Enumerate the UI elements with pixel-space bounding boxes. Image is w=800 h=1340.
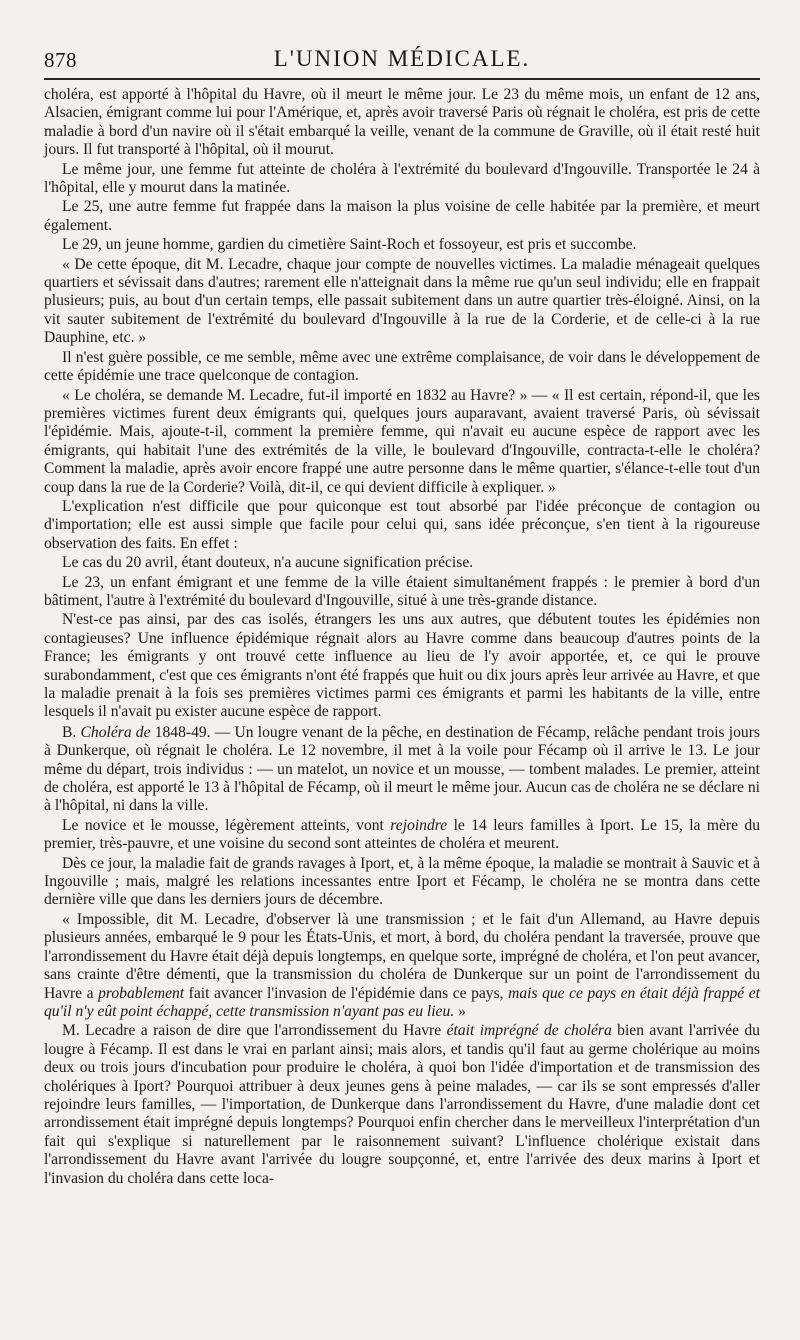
page-number: 878 [44,48,77,72]
paragraph: Le cas du 20 avril, étant douteux, n'a aucune signification précise. [62,554,474,572]
paragraph: Dès ce jour, la maladie fait de grands ravages à Iport, et, à la même époque, la maladie se montrait à Sauvic et à Ingouville ; mais, malgré les relations incessantes entre Iport et Fécamp, le choléra ne se montra dans cette dernière ville que dans les derniers jours de décembre. [44,854,760,909]
italic-run: rejoindre [390,816,448,834]
text-run: le 14 leurs familles à Iport. Le 15, la mère du premier, très-pauvre, et une voisine du second sont atteintes de choléra et meurent. [44,816,761,853]
paragraph: Le 25, une autre femme fut frappée dans la maison la plus voisine de celle habitée par la première, et meurt également. [44,198,760,234]
paragraph [44,1022,760,1188]
text-run: bien avant l'arrivée du lougre à Fécamp. Il est dans le vrai en parlant ainsi; mais alors, et tandis qu'il faut au germe cholérique au moins deux ou trois jours d'incubation pour produire le choléra, à quoi bon l'idée d'importation et de transmission des cholériques à Iport? Pourquoi attribuer à deux jeunes gens à peine malades, — car ils se sont empressés d'aller rejoindre leurs familles, — l'importation, de Dunkerque dans l'arrondissement du Havre, d'une maladie dont cet arrondissement était imprégné depuis longtemps? Pourquoi enfin chercher dans le merveilleux l'interprétation d'un fait qui s'explique si naturellement par le raisonnement suivant? L'influence cholérique existait dans l'arrondissement du Havre avant l'arrivée du lougre soupçonné, et, entre l'arrivée des deux marins à Iport et l'invasion du choléra dans cette loca- [44,1022,760,1187]
running-title: L'UNION MÉDICALE. [273,46,531,71]
section-title: Choléra de [80,723,151,741]
italic-run: était imprégné de choléra [446,1022,612,1040]
italic-run: mais que ce pays en était déjà frappé et qu'il n'y eût point échappé, cette transmission n'ayant pas eu lieu. [44,984,761,1020]
section-years: 1848-49. [154,723,211,741]
paragraph: choléra, est apporté à l'hôpital du Havre, où il meurt le même jour. Le 23 du même mois, un enfant de 12 ans, Alsacien, émigrant comme lui pour l'Amérique, et, après avoir traversé Paris où régnait le choléra, est pris de cette maladie à bord d'un navire où il s'était embarqué la veille, venant de la commune de Graville, où il était resté huit jours. Il fut transporté à l'hôpital, où il mourut. [44,86,760,159]
paragraph: Le 23, un enfant émigrant et une femme de la ville étaient simultanément frappés : le premier à bord d'un bâtiment, l'autre à l'extrémité du boulevard d'Ingouville, situé à une très-grande distance. [44,573,760,609]
paragraph [44,817,760,854]
paragraph: « Le choléra, se demande M. Lecadre, fut-il importé en 1832 au Havre? » — « Il est certain, répond-il, que les premières victimes furent deux émigrants qui, quelques jours auparavant, avaient traversé Paris, où sévissait l'épidémie. Mais, ajoute-t-il, comment la première femme, qui n'avait eu aucune espèce de rapport avec les émigrants, qui habitait l'une des extrémités de la ville, le boulevard d'Ingouville, contracta-t-elle le choléra? Comment la maladie, après avoir encore frappé une autre personne dans le même quartier, s'élance-t-elle tout d'un coup dans la rue de la Corderie? Voilà, dit-il, ce qui devient difficile à expliquer. » [44,386,760,496]
header-rule [44,78,760,80]
text-run: M. Lecadre a raison de dire que l'arrondissement du Havre [62,1022,447,1040]
text-run: » [454,1002,466,1020]
paragraph [44,911,760,1021]
section-b-paragraph [44,724,760,816]
section-text: — Un lougre venant de la pêche, en destination de Fécamp, relâche pendant trois jours à Dunkerque, où régnait le choléra. Le 12 novembre, il met à la voile pour Fécamp où il arrive le 13. Le jour même du départ, trois individus : — un matelot, un novice et un mousse, — tombent malades. Le premier, atteint de choléra, est apporté le 13 à l'hôpital de Fécamp, où il meurt le même jour. Aucun cas de choléra ne se déclare ni à l'hôpital, ni dans la ville. [44,723,760,815]
paragraph: N'est-ce pas ainsi, par des cas isolés, étrangers les uns aux autres, que débutent toutes les épidémies non contagieuses? Une influence épidémique régnait alors au Havre comme dans beaucoup d'autres points de la France; les émigrants y ont trouvé cette influence au lieu de l'y avoir apportée, et, ce qui le prouve surabondamment, c'est que ces émigrants n'ont été frappés que huit ou dix jours après leur arrivée au Havre, et que la maladie prenait à la fois ses premières victimes parmi ces émigrants et parmi les habitants de la ville, entre lesquels il n'avait pu exister aucune espèce de rapport. [44,611,760,721]
section-label: B. [62,723,77,741]
text-run: « Impossible, dit M. Lecadre, d'observer là une transmission ; et le fait d'un Allemand, au Havre depuis plusieurs années, embarqué le 9 pour les États-Unis, et mort, à bord, du choléra pendant la traversée, prouve que l'arrondissement du Havre était déjà depuis longtemps, en quelque sorte, imprégné de choléra, et l'on peut avancer, sans crainte d'être démenti, que la transmission du choléra de Dunkerque sur un point de l'arrondissement du Havre a [44,910,760,1002]
page-header [44,44,760,80]
paragraph: Le même jour, une femme fut atteinte de choléra à l'extrémité du boulevard d'Ingouville. Transportée le 24 à l'hôpital, elle y mourut dans la matinée. [44,160,760,197]
paragraph: Le 29, un jeune homme, gardien du cimetière Saint-Roch et fossoyeur, est pris et succombe. [62,236,637,254]
text-run: Le novice et le mousse, légèrement atteints, vont [62,816,391,834]
paragraph: L'explication n'est difficile que pour quiconque est tout absorbé par l'idée préconçue de contagion ou d'importation; elle est aussi simple que facile pour celui qui, sans idée préconçue, s'en tient à la rigoureuse observation des faits. En effet : [44,497,760,552]
body-text [44,86,760,1189]
text-run: fait avancer l'invasion de l'épidémie dans ce pays, [184,984,509,1002]
paragraph: Il n'est guère possible, ce me semble, même avec une extrême complaisance, de voir dans le développement de cette épidémie une trace quelconque de contagion. [44,348,760,385]
italic-run: probablement [98,984,185,1002]
paragraph: « De cette époque, dit M. Lecadre, chaque jour compte de nouvelles victimes. La maladie ménageait quelques quartiers et sévissait dans d'autres; rarement elle n'atteignait dans la même rue qu'un seul individu; elle en frappait plusieurs; puis, au bout d'un certain temps, elle passait subitement dans un autre quartier très-éloigné. Ainsi, on la vit sauter subitement de l'extrémité du boulevard d'Ingouville à la rue de la Corderie, et de celle-ci à la rue Dauphine, etc. » [44,255,760,347]
